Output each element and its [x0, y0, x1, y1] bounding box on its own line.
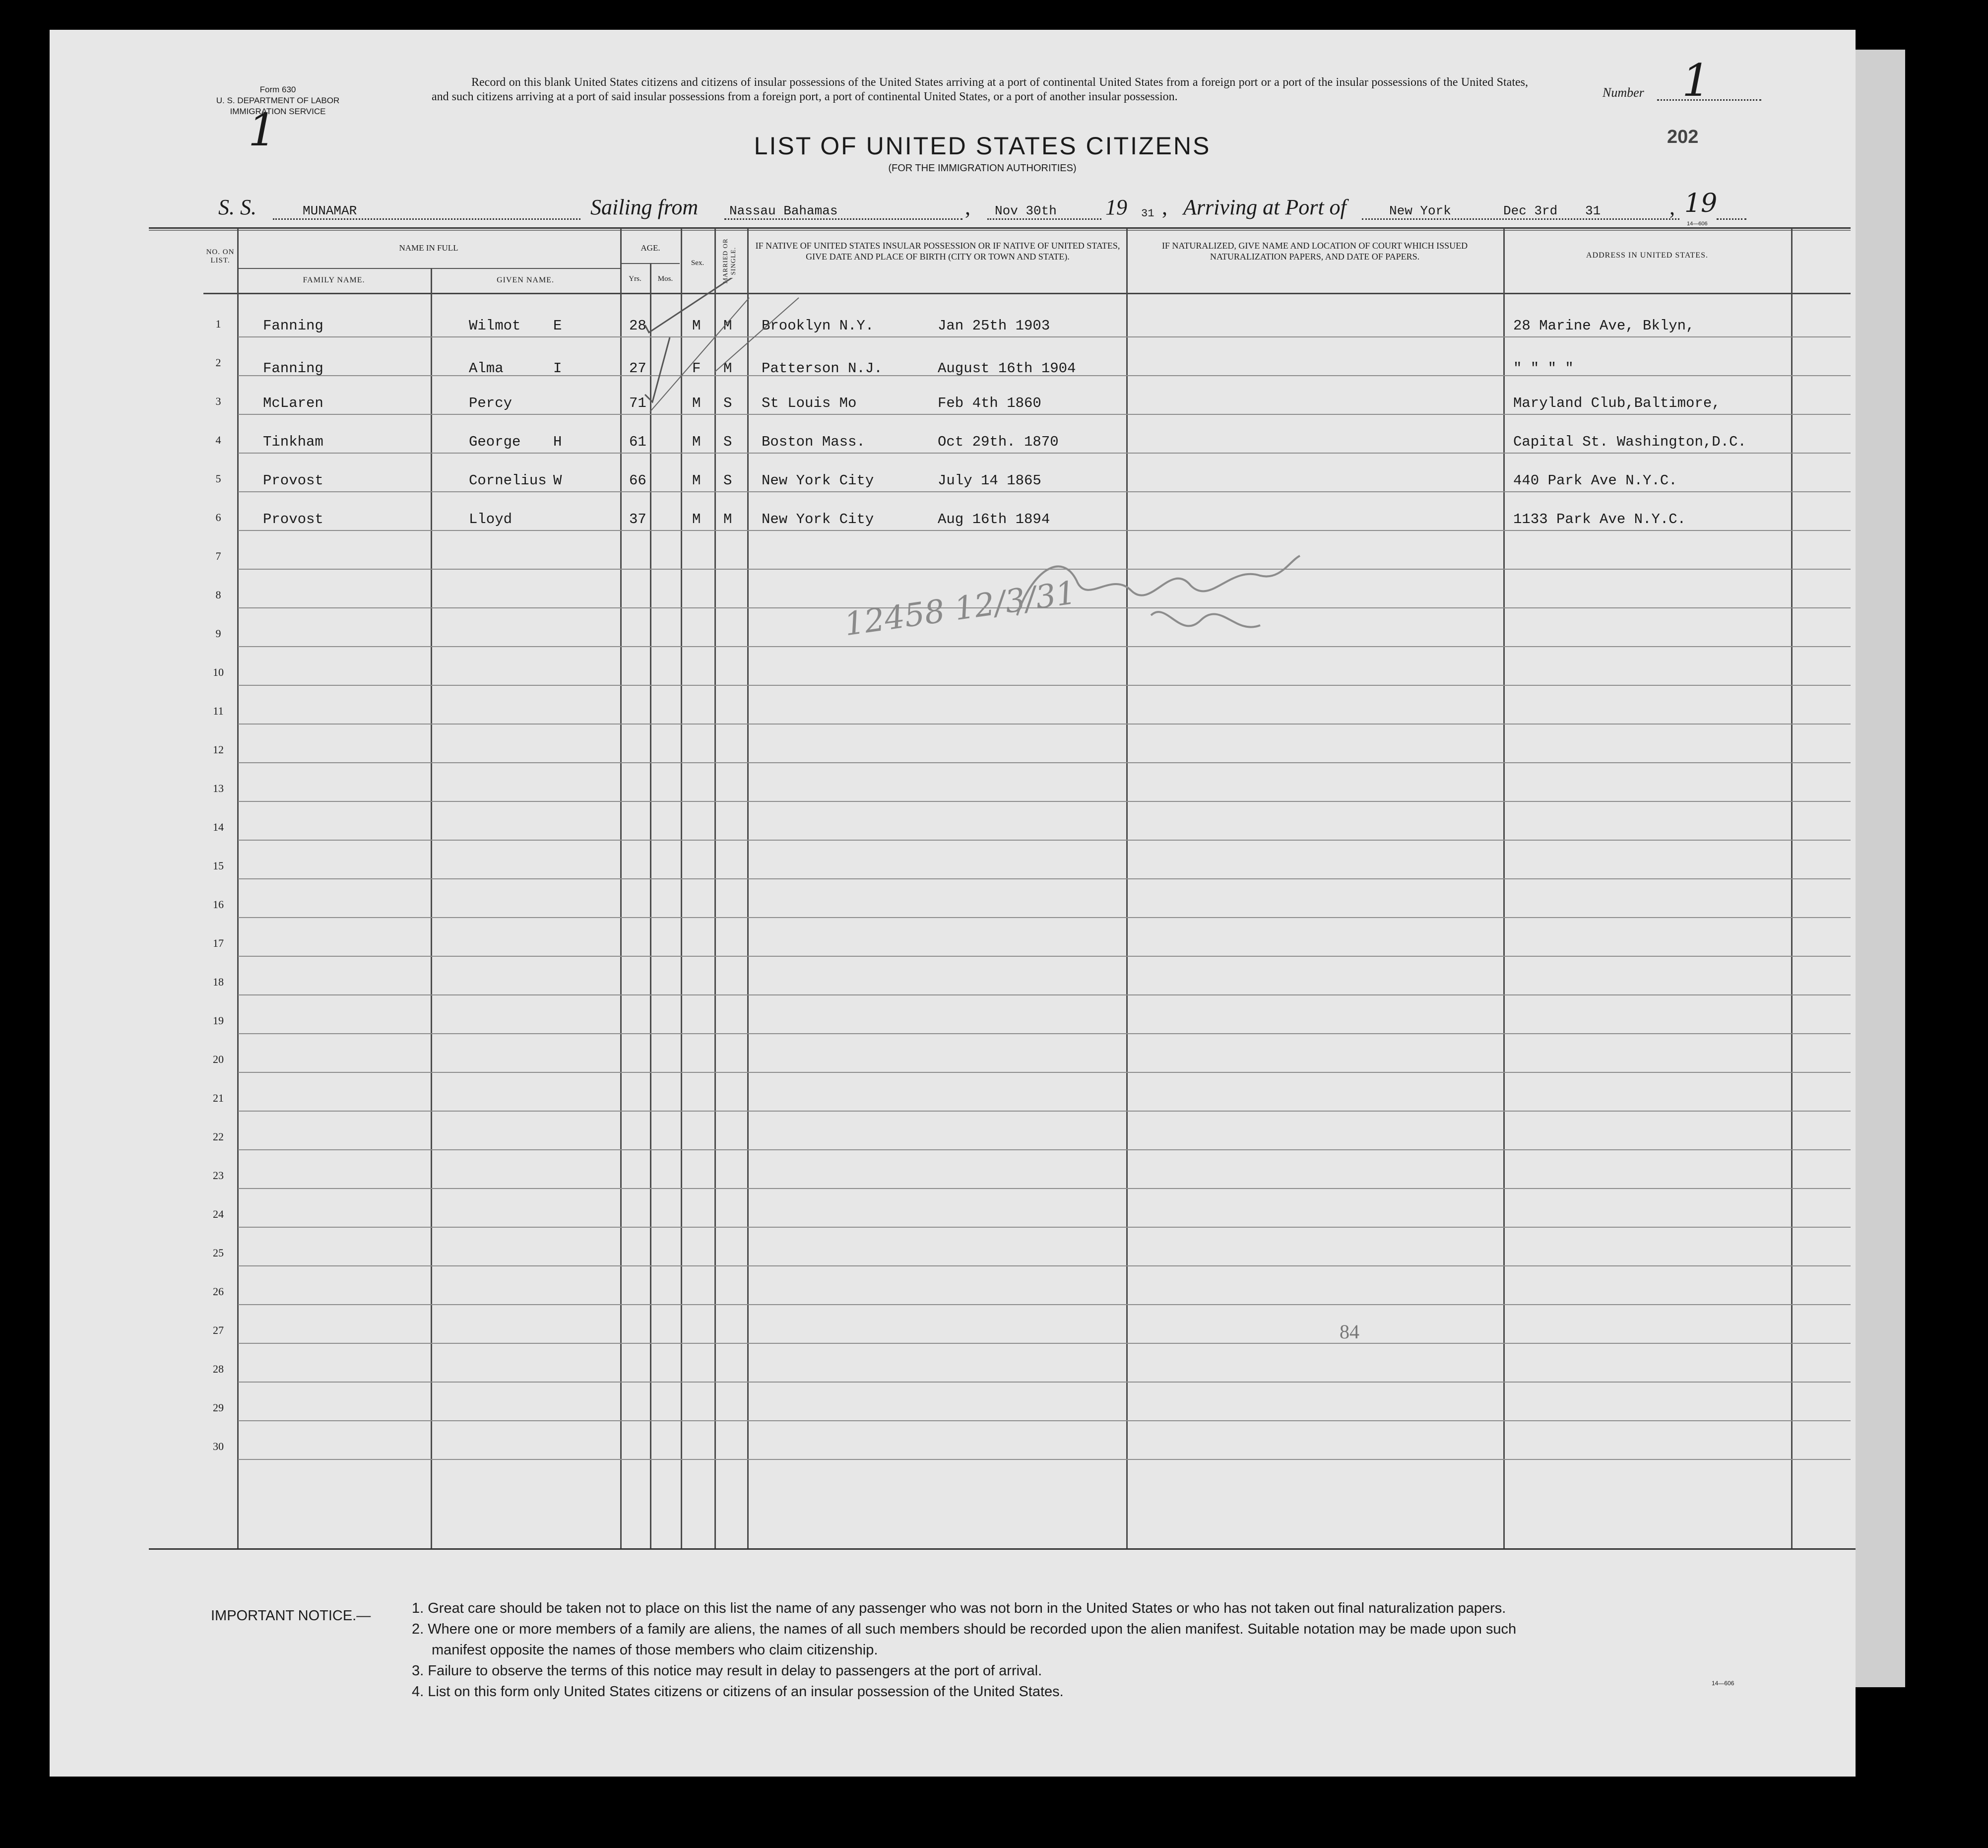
age-years-cell: 61: [629, 434, 646, 450]
notice-item-2: 2. Where one or more members of a family are aliens, the names of all such members should be recorded upon the alien manifest. Suitable notation may be made upon such: [412, 1621, 1517, 1637]
row-number: 20: [213, 1053, 224, 1065]
family-name-cell: Fanning: [263, 360, 323, 377]
row-number: 21: [213, 1092, 224, 1104]
row-number: 26: [213, 1285, 224, 1298]
family-name-cell: Tinkham: [263, 434, 323, 450]
marital-status-cell: M: [723, 511, 732, 528]
row-rule: [238, 1072, 1851, 1073]
birth-place-cell: Patterson N.J.: [762, 360, 883, 377]
birth-date-cell: August 16th 1904: [938, 360, 1076, 377]
number-label: Number: [1603, 85, 1644, 100]
age-years-cell: 66: [629, 472, 646, 489]
row-rule: [238, 801, 1851, 802]
print-code-top: 14—606: [1687, 221, 1708, 227]
ship-line: [273, 218, 580, 220]
row-rule: [238, 491, 1851, 492]
notice-item-3: 3. Failure to observe the terms of this notice may result in delay to passengers at the port of arrival.: [412, 1663, 1042, 1679]
birth-date-cell: July 14 1865: [938, 472, 1041, 489]
year-line: [1717, 218, 1746, 220]
row-number: 15: [213, 859, 224, 872]
col-line: [1126, 228, 1128, 1548]
col-line: [431, 268, 432, 1548]
marital-status-cell: S: [723, 434, 732, 450]
row-number: 24: [213, 1208, 224, 1220]
age-years-cell: 37: [629, 511, 646, 528]
row-rule: [238, 1111, 1851, 1112]
service-name: IMMIGRATION SERVICE: [230, 107, 326, 116]
comma: ,: [1669, 195, 1675, 219]
row-number: 1: [215, 318, 221, 330]
header-given-name: GIVEN NAME.: [497, 276, 554, 284]
department-name: U. S. DEPARTMENT OF LABOR: [216, 96, 340, 105]
arrival-date: Dec 3rd: [1503, 203, 1558, 218]
row-rule: [238, 1420, 1851, 1421]
sailing-label: Sailing from: [590, 195, 699, 219]
initial-cell: H: [553, 434, 562, 450]
row-number: 7: [215, 550, 221, 562]
row-rule: [238, 530, 1851, 531]
handwritten-note: 12458 12/3/31: [842, 574, 1079, 644]
header-no: NO. ON LIST.: [206, 248, 235, 264]
col-line: [237, 228, 239, 1548]
handwritten-signature: [1002, 541, 1310, 655]
year-prefix: 19: [1105, 195, 1127, 219]
notice-item-2-cont: manifest opposite the names of those members who claim citizenship.: [432, 1642, 878, 1658]
address-cell: 28 Marine Ave, Bklyn,: [1513, 318, 1695, 334]
row-number: 18: [213, 976, 224, 988]
row-number: 29: [213, 1401, 224, 1414]
comma: ,: [1162, 195, 1167, 219]
form-id-block: [189, 84, 367, 117]
row-rule: [238, 1188, 1851, 1189]
row-number: 6: [215, 511, 221, 524]
row-number: 16: [213, 898, 224, 911]
comma: ,: [965, 195, 970, 219]
marital-status-cell: S: [723, 395, 732, 411]
marital-status-cell: M: [723, 318, 732, 334]
row-number: 27: [213, 1324, 224, 1336]
initial-cell: I: [553, 360, 562, 377]
row-rule: [238, 1459, 1851, 1460]
arrival-port: New York: [1389, 203, 1451, 218]
row-number: 22: [213, 1130, 224, 1143]
sail-date: Nov 30th: [995, 203, 1057, 218]
header-mos: Mos.: [657, 275, 673, 283]
row-rule: [238, 994, 1851, 995]
age-years-cell: 28: [629, 318, 646, 334]
form-sheet: [50, 30, 1856, 1777]
family-name-cell: Fanning: [263, 318, 323, 334]
initial-cell: W: [553, 472, 562, 489]
header-family-name: FAMILY NAME.: [303, 276, 365, 284]
row-number: 28: [213, 1363, 224, 1375]
marital-status-cell: S: [723, 472, 732, 489]
row-number: 5: [215, 472, 221, 485]
row-rule: [238, 724, 1851, 725]
header-bottom-rule: [203, 293, 1851, 294]
number-value: 1: [1682, 55, 1711, 107]
corner-mark: 1: [248, 104, 277, 156]
row-number: 10: [213, 666, 224, 678]
row-rule: [238, 840, 1851, 841]
arrival-line: [1362, 218, 1679, 220]
row-rule: [238, 762, 1851, 763]
birth-place-cell: New York City: [762, 511, 874, 528]
birth-date-cell: Jan 25th 1903: [938, 318, 1050, 334]
page-stamp: 202: [1667, 127, 1699, 147]
row-number: 4: [215, 434, 221, 446]
row-number: 19: [213, 1014, 224, 1027]
marital-status-cell: M: [723, 360, 732, 377]
given-name-cell: Percy: [469, 395, 513, 411]
row-rule: [238, 1265, 1851, 1266]
row-rule: [238, 1343, 1851, 1344]
page-subtitle: (FOR THE IMMIGRATION AUTHORITIES): [888, 163, 1077, 174]
form-number: Form 630: [259, 85, 296, 94]
arrival-year: 31: [1585, 203, 1601, 218]
arriving-label: Arriving at Port of: [1183, 195, 1347, 219]
year-prefix-2: 19: [1684, 189, 1718, 218]
ss-label: S. S.: [218, 195, 257, 219]
row-number: 17: [213, 937, 224, 949]
row-rule: [238, 1382, 1851, 1383]
sex-cell: M: [692, 395, 701, 411]
birth-place-cell: New York City: [762, 472, 874, 489]
row-number: 25: [213, 1247, 224, 1259]
row-rule: [238, 336, 1851, 337]
address-cell: " " " ": [1513, 360, 1574, 377]
header-birth: IF NATIVE OF UNITED STATES INSULAR POSSESSION OR IF NATIVE OF UNITED STATES, GIVE DATE AND PLACE OF BIRTH (CITY OR TOWN AND STATE).: [755, 241, 1120, 262]
row-rule: [238, 1033, 1851, 1034]
row-number: 8: [215, 589, 221, 601]
header-sex: Sex.: [691, 259, 705, 267]
family-name-cell: McLaren: [263, 395, 323, 411]
row-number: 14: [213, 821, 224, 833]
header-naturalized: IF NATURALIZED, GIVE NAME AND LOCATION OF COURT WHICH ISSUED NATURALIZATION PAPERS, AND DATE OF PAPERS.: [1161, 241, 1468, 262]
row-number: 11: [213, 705, 224, 717]
check-marks: [640, 278, 819, 536]
print-code-bottom: 14—606: [1712, 1680, 1734, 1687]
initial-cell: E: [553, 318, 562, 334]
name-header-rule: [238, 268, 620, 269]
birth-place-cell: St Louis Mo: [762, 395, 857, 411]
row-rule: [238, 1304, 1851, 1305]
sail-year: 31: [1141, 207, 1154, 220]
row-number: 13: [213, 782, 224, 794]
table-bottom-rule: [149, 1548, 1856, 1550]
birth-date-cell: Aug 16th 1894: [938, 511, 1050, 528]
row-number: 2: [215, 356, 221, 369]
header-name-in-full: NAME IN FULL: [399, 243, 458, 253]
header-married: MARRIED OR SINGLE.: [721, 238, 737, 284]
margin-number: 84: [1340, 1320, 1359, 1343]
address-cell: 440 Park Ave N.Y.C.: [1513, 472, 1677, 489]
notice-items: [412, 1598, 1801, 1702]
table-top-rule-2: [149, 230, 1851, 231]
birth-date-cell: Feb 4th 1860: [938, 395, 1041, 411]
row-rule: [238, 878, 1851, 879]
row-rule: [238, 956, 1851, 957]
given-name-cell: Wilmot: [469, 318, 521, 334]
address-cell: Maryland Club,Baltimore,: [1513, 395, 1721, 411]
row-rule: [238, 453, 1851, 454]
col-line: [1503, 228, 1505, 1548]
page-title: LIST OF UNITED STATES CITIZENS: [754, 132, 1211, 160]
col-line: [620, 228, 622, 1548]
from-port-line: [724, 218, 962, 220]
row-number: 3: [215, 395, 221, 407]
birth-place-cell: Brooklyn N.Y.: [762, 318, 874, 334]
sex-cell: M: [692, 511, 701, 528]
row-rule: [238, 1149, 1851, 1150]
given-name-cell: George: [469, 434, 521, 450]
family-name-cell: Provost: [263, 511, 323, 528]
row-number: 12: [213, 743, 224, 756]
notice-item-1: 1. Great care should be taken not to place on this list the name of any passenger who was not born in the United States or who has not taken out final naturalization papers.: [412, 1600, 1506, 1616]
from-port: Nassau Bahamas: [729, 203, 838, 218]
given-name-cell: Alma: [469, 360, 504, 377]
row-number: 9: [215, 627, 221, 640]
given-name-cell: Lloyd: [469, 511, 513, 528]
row-number: 23: [213, 1169, 224, 1182]
address-cell: 1133 Park Ave N.Y.C.: [1513, 511, 1686, 528]
form-instructions: Record on this blank United States citizens and citizens of insular possessions of the United States arriving at a port of continental United States from a foreign port or a port of the insular possessions of the United States, and such citizens arriving at a port of said insular possessions from a foreign port, a port of continental United States, or a port of another insular possession.: [432, 76, 1528, 103]
header-address: ADDRESS IN UNITED STATES.: [1586, 251, 1708, 260]
row-rule: [238, 1227, 1851, 1228]
sex-cell: F: [692, 360, 701, 377]
sex-cell: M: [692, 472, 701, 489]
given-name-cell: Cornelius: [469, 472, 547, 489]
row-rule: [238, 917, 1851, 918]
header-age: AGE.: [641, 243, 660, 253]
ship-name: MUNAMAR: [303, 203, 357, 218]
birth-date-cell: Oct 29th. 1870: [938, 434, 1059, 450]
age-years-cell: 71: [629, 395, 646, 411]
age-years-cell: 27: [629, 360, 646, 377]
birth-place-cell: Boston Mass.: [762, 434, 865, 450]
row-number: 30: [213, 1440, 224, 1452]
row-rule: [238, 414, 1851, 415]
notice-item-4: 4. List on this form only United States citizens or citizens of an insular possession of the United States.: [412, 1684, 1064, 1700]
col-line: [1791, 228, 1793, 1548]
header-yrs: Yrs.: [629, 275, 641, 283]
family-name-cell: Provost: [263, 472, 323, 489]
sex-cell: M: [692, 434, 701, 450]
notice-heading: IMPORTANT NOTICE.—: [211, 1608, 371, 1624]
address-cell: Capital St. Washington,D.C.: [1513, 434, 1746, 450]
row-rule: [238, 685, 1851, 686]
table-top-rule: [149, 227, 1851, 229]
sail-date-line: [987, 218, 1101, 220]
sex-cell: M: [692, 318, 701, 334]
